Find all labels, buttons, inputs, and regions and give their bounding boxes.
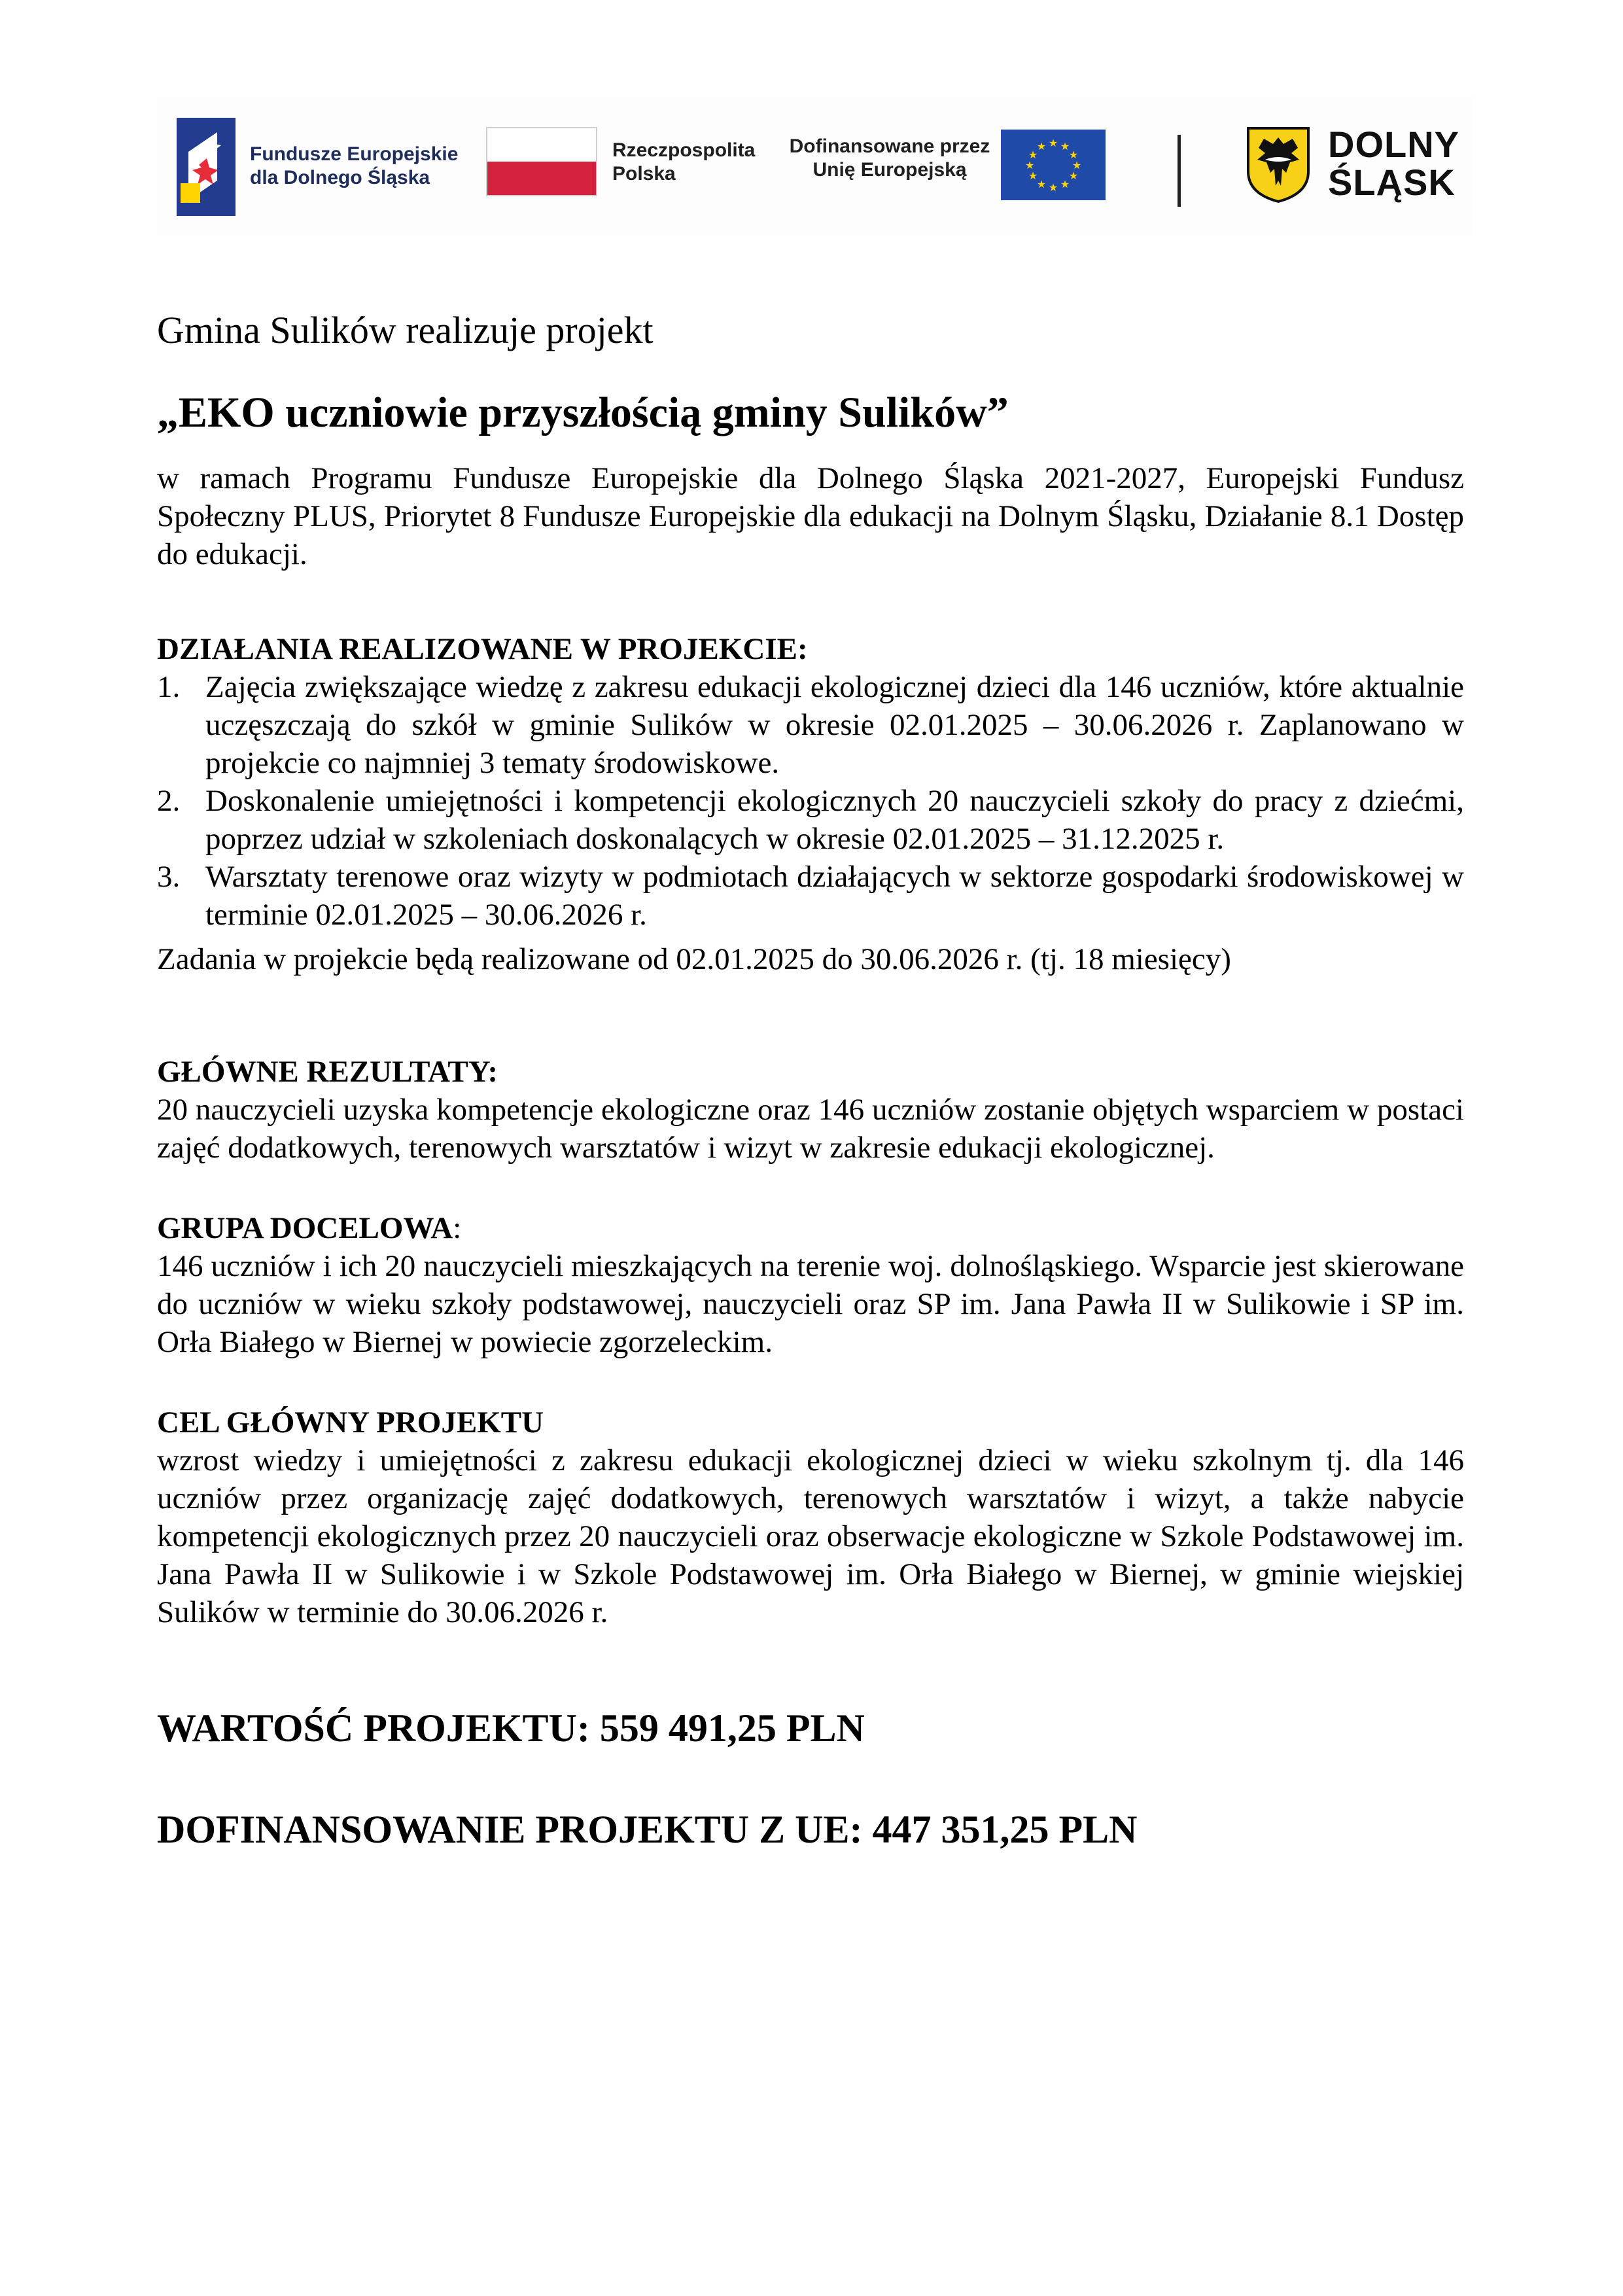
fe-logo-line1: Fundusze Europejskie xyxy=(250,143,459,165)
dolny-slask-line2: ŚLĄSK xyxy=(1328,162,1456,203)
list-item xyxy=(157,858,1464,934)
results-text: 20 nauczycieli uzyska kompetencje ekologiczne oraz 146 uczniów zostanie objętych wsparciem w postaci zajęć dodatkowych, terenowych warsztatów i wizyt w zakresie edukacji ekologicznej. xyxy=(157,1093,1464,1165)
list-item-number: 1. xyxy=(157,670,181,704)
target-group-colon: : xyxy=(453,1211,462,1245)
list-item xyxy=(157,782,1464,858)
list-item-number: 3. xyxy=(157,860,181,894)
eu-flag-icon xyxy=(1001,130,1106,200)
intro-line: Gmina Sulików realizuje projekt xyxy=(157,309,654,351)
logo-bar xyxy=(157,97,1472,236)
target-group-heading xyxy=(157,1209,1464,1247)
fe-stars-logo-icon xyxy=(177,118,236,216)
svg-text:★: ★ xyxy=(1028,149,1038,161)
target-group-section xyxy=(157,1209,1464,1361)
project-value: WARTOŚĆ PROJEKTU: 559 491,25 PLN xyxy=(157,1706,865,1750)
eu-logo-line1: Dofinansowane przez xyxy=(789,135,990,157)
goal-text: wzrost wiedzy i umiejętności z zakresu edukacji ekologicznej dzieci w wieku szkolnym tj. dla 146 uczniów przez organizację zajęć dodatkowych, terenowych warsztatów i wizyt, a także nabycie kompetencji ekologicznych przez 20 nauczycieli oraz obserwacje ekologiczne w Szkole Podstawowej im. Jana Pawła II w Sulikowie i w Szkole Podstawowej im. Orła Białego w Biernej, w gminie wiejskiej Sulików w terminie do 30.06.2026 r. xyxy=(157,1443,1464,1629)
svg-text:★: ★ xyxy=(1068,169,1079,182)
fe-logo-line2: dla Dolnego Śląska xyxy=(250,167,430,188)
logo-rzeczpospolita xyxy=(486,127,756,212)
svg-text:★: ★ xyxy=(1060,140,1070,152)
rp-logo-line2: Polska xyxy=(612,163,676,185)
logo-eu xyxy=(785,130,1125,208)
logo-fe-dolnoslaskie xyxy=(177,118,484,216)
logo-divider xyxy=(1178,135,1181,207)
results-section xyxy=(157,1053,1464,1167)
list-item-text: Warsztaty terenowe oraz wizyty w podmiotach działających w sektorze gospodarki środowiskowej w terminie 02.01.2025 – 30.06.2026 r. xyxy=(205,860,1464,932)
project-title: „EKO uczniowie przyszłością gminy Sulików” xyxy=(157,389,1009,436)
svg-text:★: ★ xyxy=(1048,181,1058,194)
logo-dolny-slask xyxy=(1246,126,1468,211)
list-item-text: Doskonalenie umiejętności i kompetencji ekologicznych 20 nauczycieli szkoły do pracy z dziećmi, poprzez udział w szkoleniach doskonalących w okresie 02.01.2025 – 31.12.2025 r. xyxy=(205,784,1464,856)
actions-heading: DZIAŁANIA REALIZOWANE W PROJEKCIE: xyxy=(157,632,808,666)
actions-section xyxy=(157,630,1464,978)
project-eu-cofinancing: DOFINANSOWANIE PROJEKTU Z UE: 447 351,25 PLN xyxy=(157,1808,1138,1851)
eu-logo-line2: Unię Europejską xyxy=(812,159,967,181)
svg-text:★: ★ xyxy=(1036,178,1047,190)
svg-text:★: ★ xyxy=(1060,178,1070,190)
svg-text:★: ★ xyxy=(1048,137,1058,149)
list-item xyxy=(157,668,1464,782)
list-item-text: Zajęcia zwiększające wiedzę z zakresu edukacji ekologicznej dzieci dla 146 uczniów, które aktualnie uczęszczają do szkół w gminie Sulików w okresie 02.01.2025 – 30.06.2026 r. Zaplanowano w projekcie co najmniej 3 tematy środowiskowe. xyxy=(205,670,1464,780)
goal-section xyxy=(157,1404,1464,1631)
svg-text:★: ★ xyxy=(1068,149,1079,161)
svg-text:★: ★ xyxy=(1024,159,1035,171)
target-group-heading-text: GRUPA DOCELOWA xyxy=(157,1211,453,1245)
svg-text:★: ★ xyxy=(1028,169,1038,182)
actions-duration-note: Zadania w projekcie będą realizowane od 02.01.2025 do 30.06.2026 r. (tj. 18 miesięcy) xyxy=(157,942,1231,976)
dolny-slask-line1: DOLNY xyxy=(1328,124,1459,165)
list-item-number: 2. xyxy=(157,784,181,818)
goal-heading: CEL GŁÓWNY PROJEKTU xyxy=(157,1405,544,1439)
target-group-text: 146 uczniów i ich 20 nauczycieli mieszkających na terenie woj. dolnośląskiego. Wsparcie jest skierowane do uczniów w wieku szkoły podstawowej, nauczycieli oraz SP im. Jana Pawła II w Sulikowie i SP im. Orła Białego w Biernej w powiecie zgorzeleckim. xyxy=(157,1249,1464,1359)
rp-logo-line1: Rzeczpospolita xyxy=(612,139,756,161)
results-heading: GŁÓWNE REZULTATY: xyxy=(157,1055,498,1089)
eagle-coat-of-arms-icon xyxy=(1246,126,1311,203)
svg-text:★: ★ xyxy=(1072,159,1082,171)
svg-text:★: ★ xyxy=(1036,140,1047,152)
actions-list xyxy=(157,668,1464,934)
program-description: w ramach Programu Fundusze Europejskie dla Dolnego Śląska 2021-2027, Europejski Fundusz Społeczny PLUS, Priorytet 8 Fundusze Europejskie dla edukacji na Dolnym Śląsku, Działanie 8.1 Dostęp do edukacji. xyxy=(157,461,1464,571)
polish-flag-icon xyxy=(486,127,597,196)
